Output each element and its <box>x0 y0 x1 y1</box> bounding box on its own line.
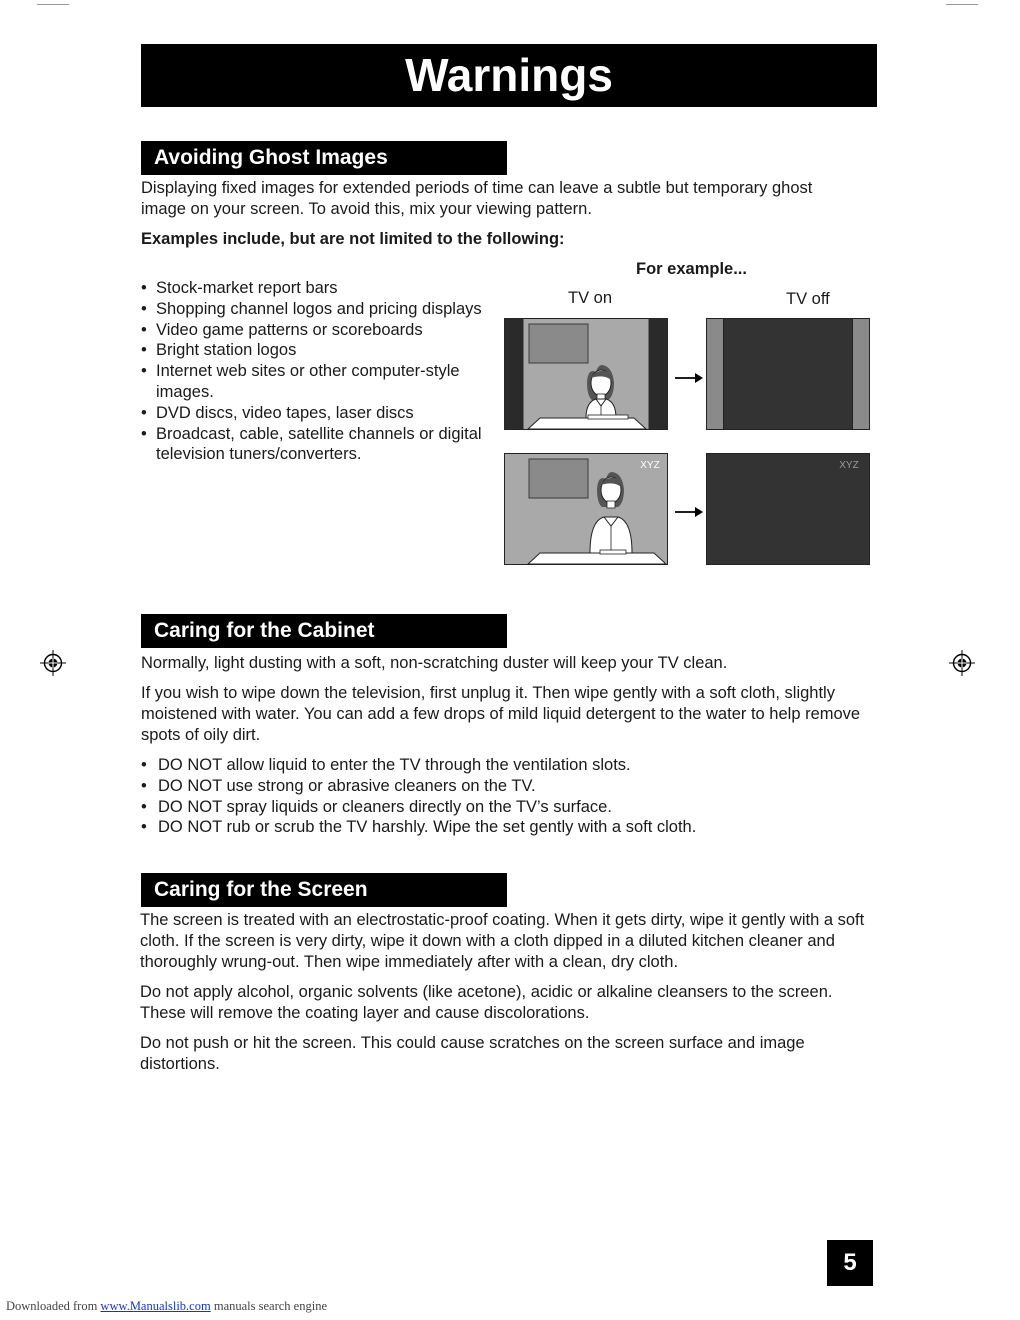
list-item: • Video game patterns or scoreboards <box>141 320 486 341</box>
list-item: • DO NOT rub or scrub the TV harshly. Wipe the set gently with a soft cloth. <box>141 817 881 838</box>
arrow-right-icon <box>674 505 704 519</box>
registration-mark-right-icon <box>949 650 975 676</box>
crop-mark-top-right <box>946 4 978 5</box>
list-item: • Broadcast, cable, satellite channels or digital television tuners/converters. <box>141 424 486 466</box>
tv-on-label: TV on <box>568 289 613 307</box>
list-item: • DO NOT allow liquid to enter the TV through the ventilation slots. <box>141 755 881 776</box>
cabinet-donts-list <box>141 755 881 838</box>
screen-text-1: The screen is treated with an electrostatic-proof coating. When it gets dirty, wipe it gently with a soft cloth. If the screen is very dirty, wipe it down with a cloth dipped in a diluted kitchen cleaner and thoroughly wrung-out. Then wipe immediately after with a clean, dry cloth. <box>140 911 865 971</box>
footer-suffix: manuals search engine <box>210 1299 327 1313</box>
screen-text-3: Do not push or hit the screen. This could cause scratches on the screen surface and image distortions. <box>140 1034 805 1073</box>
section-heading-screen: Caring for the Screen <box>141 873 507 907</box>
tv-on-letterbox-illustration <box>504 318 668 430</box>
tv-off-logo-text: XYZ <box>839 460 859 471</box>
list-item: • Internet web sites or other computer-style images. <box>141 361 486 403</box>
tv-on-logo-illustration <box>504 453 668 565</box>
manualslib-link[interactable]: www.Manualslib.com <box>100 1299 211 1313</box>
examples-heading: Examples include, but are not limited to the following: <box>141 230 565 248</box>
list-item: • Shopping channel logos and pricing displays <box>141 299 486 320</box>
download-footer <box>6 1299 327 1314</box>
figure-caption: For example... <box>636 260 747 278</box>
cabinet-text-2: If you wish to wipe down the television, first unplug it. Then wipe gently with a soft cloth, slightly moistened with water. You can add a few drops of mild liquid detergent to the water to help remove spots of oily dirt. <box>141 684 861 744</box>
arrow-right-icon <box>674 371 704 385</box>
footer-prefix: Downloaded from <box>6 1299 101 1313</box>
registration-mark-left-icon <box>40 650 66 676</box>
tv-off-ghost-bars-illustration <box>706 318 870 430</box>
ghost-intro-text: Displaying fixed images for extended periods of time can leave a subtle but temporary ghost image on your screen. To avoid this, mix your viewing pattern. <box>141 179 813 218</box>
screen-text-2: Do not apply alcohol, organic solvents (like acetone), acidic or alkaline cleansers to the screen. These will remove the coating layer and cause discolorations. <box>140 983 833 1022</box>
list-item: • Bright station logos <box>141 340 486 361</box>
page-title: Warnings <box>141 44 877 107</box>
page-number: 5 <box>827 1240 873 1286</box>
list-item: • DVD discs, video tapes, laser discs <box>141 403 486 424</box>
cabinet-text-1: Normally, light dusting with a soft, non-scratching duster will keep your TV clean. <box>141 654 728 672</box>
list-item: • DO NOT spray liquids or cleaners directly on the TV’s surface. <box>141 797 881 818</box>
tv-on-logo-text: XYZ <box>640 460 660 471</box>
list-item: • DO NOT use strong or abrasive cleaners on the TV. <box>141 776 881 797</box>
section-heading-ghost-images: Avoiding Ghost Images <box>141 141 507 175</box>
tv-off-ghost-logo-illustration <box>706 453 870 565</box>
crop-mark-top-left <box>37 4 69 5</box>
section-heading-cabinet: Caring for the Cabinet <box>141 614 507 648</box>
ghost-examples-list <box>141 278 486 465</box>
tv-off-label: TV off <box>786 290 830 308</box>
list-item: • Stock-market report bars <box>141 278 486 299</box>
